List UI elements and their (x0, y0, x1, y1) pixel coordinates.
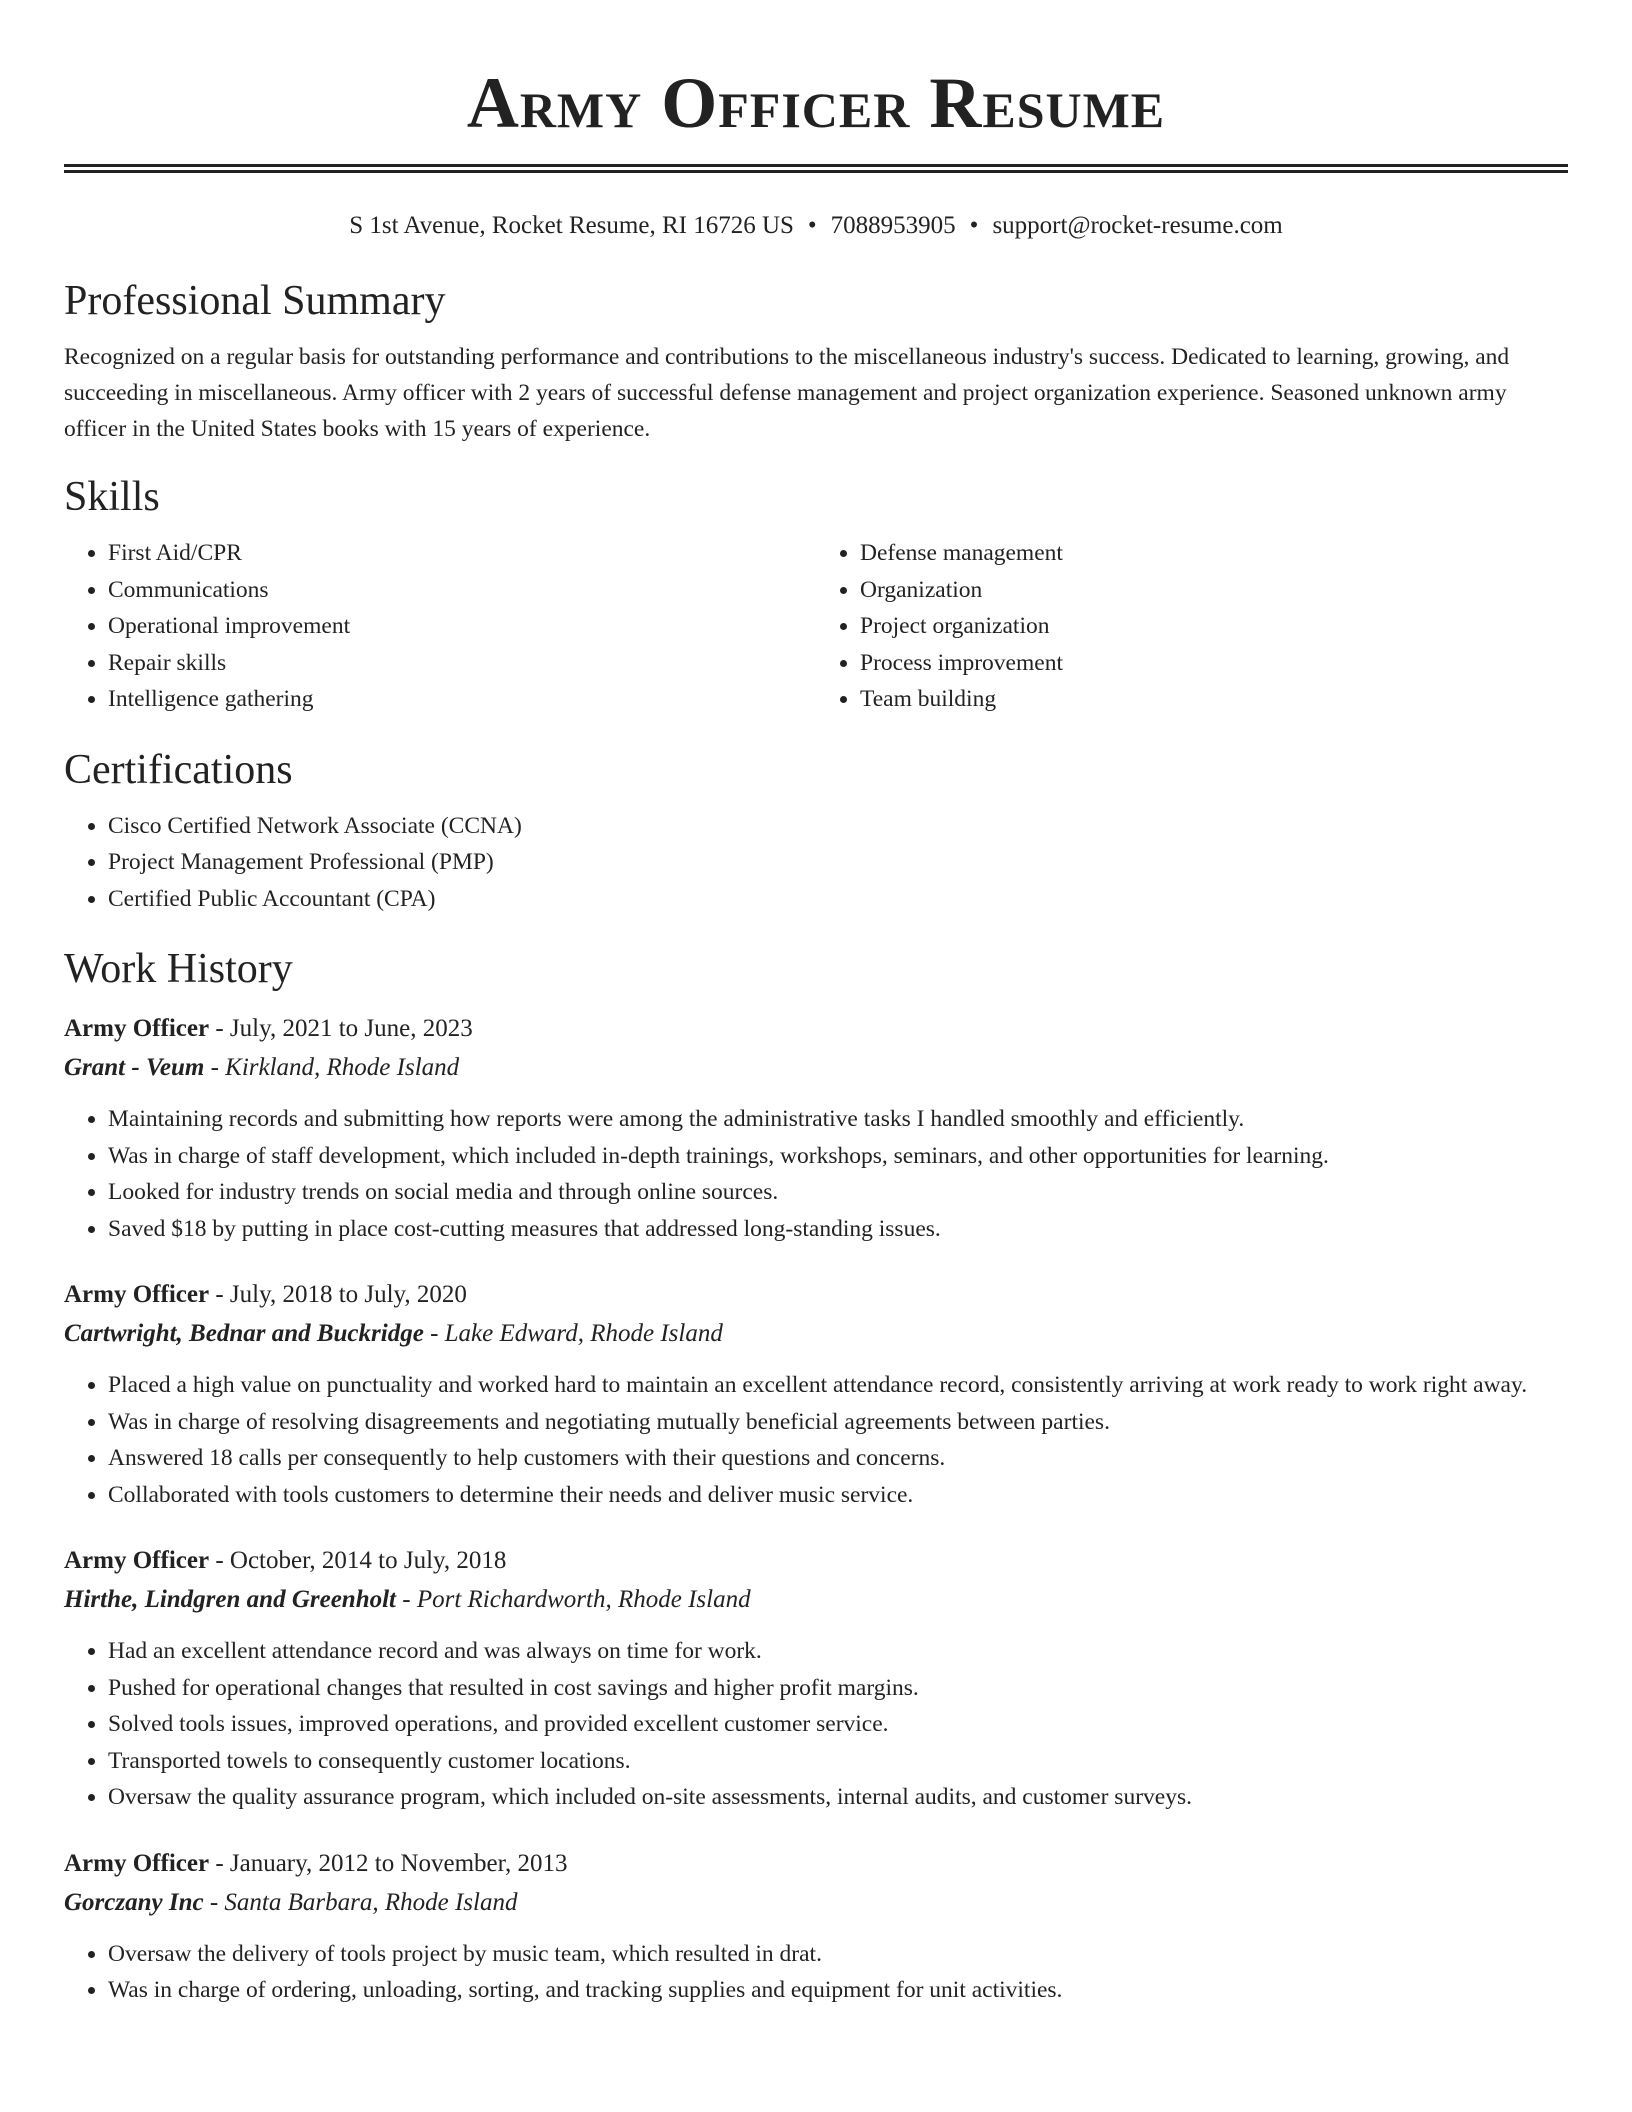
job-title-line (64, 1009, 1568, 1049)
job-title-line (64, 1541, 1568, 1581)
skill-item: • First Aid/CPR (108, 535, 816, 572)
certifications-heading: Certifications (64, 746, 293, 793)
job-title-line (64, 1844, 1568, 1884)
job-company-line (64, 1315, 1568, 1353)
job-company: Grant - Veum (64, 1054, 205, 1081)
job-bullet: • Solved tools issues, improved operations, and provided excellent customer service. (108, 1706, 1568, 1743)
job-bullet: • Saved $18 by putting in place cost-cutting measures that addressed long-standing issues. (108, 1211, 1568, 1248)
job-company: Gorczany Inc (64, 1888, 204, 1916)
job-company-line (64, 1581, 1568, 1619)
skill-item: • Defense management (860, 535, 1568, 572)
job-bullet: • Had an excellent attendance record and was always on time for work. (108, 1633, 1568, 1670)
skill-item: • Team building (860, 681, 1568, 718)
job-bullet: • Was in charge of ordering, unloading, sorting, and tracking supplies and equipment for unit activities. (108, 1972, 1568, 2009)
job-dates: - January, 2012 to November, 2013 (209, 1849, 568, 1877)
job-title-line (64, 1275, 1568, 1315)
skill-item: • Process improvement (860, 645, 1568, 682)
job-bullet: • Looked for industry trends on social media and through online sources. (108, 1174, 1568, 1211)
job-bullet: • Pushed for operational changes that resulted in cost savings and higher profit margins. (108, 1670, 1568, 1707)
job-bullet: • Collaborated with tools customers to determine their needs and deliver music service. (108, 1477, 1568, 1514)
job-bullet: • Transported towels to consequently customer locations. (108, 1743, 1568, 1780)
resume-title: Army Officer Resume (466, 63, 1166, 143)
job-title: Army Officer (64, 1015, 210, 1042)
certification-item: • Cisco Certified Network Associate (CCNA) (108, 808, 1568, 845)
skill-item: • Project organization (860, 608, 1568, 645)
contact-address: S 1st Avenue, Rocket Resume, RI 16726 US (349, 212, 794, 239)
job-bullet: • Answered 18 calls per consequently to help customers with their questions and concerns. (108, 1440, 1568, 1477)
job-title: Army Officer (64, 1849, 210, 1877)
job-company-line (64, 1884, 1568, 1922)
skill-item: • Communications (108, 572, 816, 609)
contact-line (64, 209, 1568, 243)
job-bullets (64, 1101, 1568, 1247)
job-bullets (64, 1936, 1568, 2009)
certification-item: • Certified Public Accountant (CPA) (108, 881, 1568, 918)
skills-list-left (64, 535, 816, 718)
job-title: Army Officer (64, 1547, 210, 1574)
certifications-list (64, 808, 1568, 918)
job-bullet: • Maintaining records and submitting how reports were among the administrative tasks I handled smoothly and efficiently. (108, 1101, 1568, 1138)
job-bullet: • Was in charge of resolving disagreements and negotiating mutually beneficial agreements between parties. (108, 1404, 1568, 1441)
work-history-heading: Work History (64, 946, 293, 992)
skill-item: • Intelligence gathering (108, 681, 816, 718)
job-location: - Lake Edward, Rhode Island (423, 1320, 723, 1347)
skills-columns (64, 535, 1568, 718)
skill-item: • Operational improvement (108, 608, 816, 645)
job-entry (64, 1275, 1568, 1513)
job-bullets (64, 1367, 1568, 1513)
skills-list-right (816, 535, 1568, 718)
job-location: - Santa Barbara, Rhode Island (203, 1888, 518, 1916)
title-divider (64, 164, 1568, 173)
summary-text: Recognized on a regular basis for outstanding performance and contributions to the miscellaneous industry's success. Dedicated to learning, growing, and succeeding in miscellaneous. Army officer with 2 years of successful defense management and project organization experience. Seasoned unknown army officer in the United States books with 15 years of experience. (64, 344, 1510, 442)
job-entry (64, 1009, 1568, 1247)
skill-item: • Repair skills (108, 645, 816, 682)
job-bullets (64, 1633, 1568, 1816)
job-company-line (64, 1049, 1568, 1087)
contact-email: support@rocket-resume.com (992, 212, 1283, 239)
job-dates: - July, 2018 to July, 2020 (209, 1281, 467, 1308)
job-dates: - October, 2014 to July, 2018 (209, 1547, 507, 1574)
job-location: - Port Richardworth, Rhode Island (396, 1586, 751, 1613)
job-bullet: • Oversaw the quality assurance program, which included on-site assessments, internal audits, and customer surveys. (108, 1779, 1568, 1816)
contact-separator: • (969, 212, 979, 239)
summary-heading: Professional Summary (64, 278, 446, 324)
job-title: Army Officer (64, 1281, 210, 1308)
contact-phone: 7088953905 (830, 212, 956, 239)
job-location: - Kirkland, Rhode Island (204, 1054, 460, 1081)
job-bullet: • Oversaw the delivery of tools project by music team, which resulted in drat. (108, 1936, 1568, 1973)
job-bullet: • Placed a high value on punctuality and worked hard to maintain an excellent attendance record, consistently arriving at work ready to work right away. (108, 1367, 1568, 1404)
contact-separator: • (807, 212, 817, 239)
job-entry (64, 1541, 1568, 1816)
skill-item: • Organization (860, 572, 1568, 609)
skills-heading: Skills (64, 474, 160, 520)
job-bullet: • Was in charge of staff development, which included in-depth trainings, workshops, seminars, and other opportunities for learning. (108, 1138, 1568, 1175)
job-dates: - July, 2021 to June, 2023 (209, 1015, 473, 1042)
job-company: Cartwright, Bednar and Buckridge (64, 1320, 424, 1347)
job-company: Hirthe, Lindgren and Greenholt (64, 1586, 396, 1613)
job-entry (64, 1844, 1568, 2009)
certification-item: • Project Management Professional (PMP) (108, 844, 1568, 881)
